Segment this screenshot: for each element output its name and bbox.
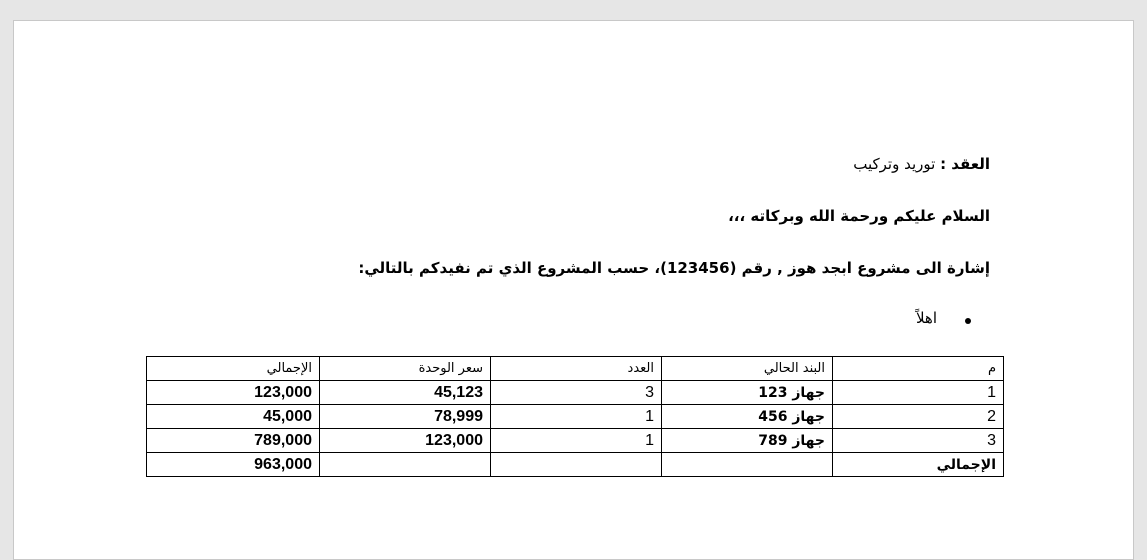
cell-index: 2 [833,405,1004,429]
document-page [13,20,1134,560]
cell-item: جهاز 789 [662,429,833,453]
empty-cell [662,453,833,477]
empty-cell [491,453,662,477]
header-qty: العدد [491,357,662,381]
total-label: الإجمالي [833,453,1004,477]
contract-line [853,155,990,173]
header-total: الإجمالي [147,357,320,381]
items-table [146,356,1004,477]
cell-item: جهاز 456 [662,405,833,429]
cell-unit-price: 78,999 [320,405,491,429]
contract-value: توريد وتركيب [853,155,936,173]
cell-qty: 3 [491,381,662,405]
cell-unit-price: 123,000 [320,429,491,453]
table-row [147,381,1004,405]
cell-total: 123,000 [147,381,320,405]
contract-label: العقد : [940,155,990,173]
cell-unit-price: 45,123 [320,381,491,405]
greeting-line: السلام عليكم ورحمة الله وبركاته ،،، [728,207,990,225]
reference-line: إشارة الى مشروع ابجد هوز , رقم (123456)، حسب المشروع الذي تم نفيدكم بالتالي: [358,259,990,277]
cell-index: 3 [833,429,1004,453]
table-row [147,429,1004,453]
header-unit-price: سعر الوحدة [320,357,491,381]
bullet-dot-icon [965,318,971,324]
table-header-row [147,357,1004,381]
grand-total: 963,000 [147,453,320,477]
table-total-row [147,453,1004,477]
cell-qty: 1 [491,405,662,429]
cell-qty: 1 [491,429,662,453]
cell-item: جهاز 123 [662,381,833,405]
header-index: م [833,357,1004,381]
header-item: البند الحالي [662,357,833,381]
cell-total: 789,000 [147,429,320,453]
table-row [147,405,1004,429]
cell-index: 1 [833,381,1004,405]
empty-cell [320,453,491,477]
cell-total: 45,000 [147,405,320,429]
bullet-item: اهلاً [915,309,937,327]
